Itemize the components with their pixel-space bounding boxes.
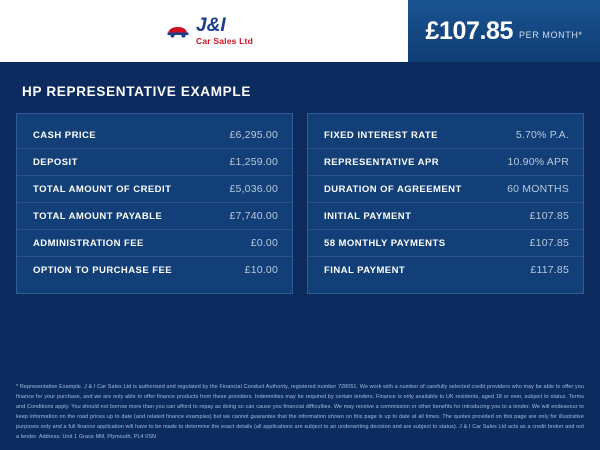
row-value: £0.00	[250, 237, 278, 249]
row-label: FINAL PAYMENT	[324, 264, 406, 276]
row-value: 5.70% P.A.	[515, 129, 569, 141]
table-row	[17, 122, 292, 148]
table-row	[308, 202, 583, 229]
row-value: £7,740.00	[229, 210, 278, 222]
company-logo	[165, 16, 253, 46]
table-row	[308, 122, 583, 148]
logo-brand: J&I	[196, 15, 226, 37]
page-title: HP REPRESENTATIVE EXAMPLE	[22, 84, 252, 99]
table-row	[17, 202, 292, 229]
price-period: PER MONTH*	[519, 29, 583, 40]
table-row	[308, 256, 583, 283]
row-value: £107.85	[529, 210, 569, 222]
table-row	[17, 256, 292, 283]
table-row	[17, 148, 292, 175]
logo-area	[0, 0, 408, 62]
row-label: 58 MONTHLY PAYMENTS	[324, 237, 446, 249]
row-value: £5,036.00	[229, 183, 278, 195]
legal-disclaimer: * Representative Example. J & I Car Sales Ltd is authorised and regulated by the Financial Conduct Authority, registered number 728051. We work with a number of carefully selected credit providers who may be able to offer you finance for your purchase, and we are only able to offer finance products from these providers. Indemnities may be required by certain lenders. Finance is only available to UK residents, aged 18 or over, subject to status. Terms and Conditions apply. You should not borrow more than you can afford to repay as doing so can cause you financial difficulties. We may receive a commission or other benefits for introducing you to a lender. We will endeavour to keep information on the road prices up to date (and related finance examples) but we cannot guarantee that the information shown on this page is up to date at all times. The quotes provided on this page are only for illustrative purposes only and a full finance application will have to be made to determine the exact details (all applications are subject to an underwriting decision and are subject to status). J & I Car Sales Ltd acts as a credit broker and not a lender. Address: Unit 1 Grace Mill, Plymouth, PL4 0SN	[16, 384, 584, 440]
table-row	[17, 175, 292, 202]
row-label: REPRESENTATIVE APR	[324, 156, 440, 168]
table-row	[308, 229, 583, 256]
row-value: 10.90% APR	[507, 156, 569, 168]
page-header	[0, 0, 600, 62]
finance-tables	[0, 99, 600, 294]
row-label: ADMINISTRATION FEE	[33, 237, 144, 249]
row-label: TOTAL AMOUNT OF CREDIT	[33, 183, 172, 195]
row-value: £107.85	[529, 237, 569, 249]
row-value: £1,259.00	[229, 156, 278, 168]
row-value: £117.85	[530, 264, 569, 276]
row-label: OPTION TO PURCHASE FEE	[33, 264, 173, 276]
table-row	[308, 148, 583, 175]
row-label: TOTAL AMOUNT PAYABLE	[33, 210, 163, 222]
row-value: £6,295.00	[229, 129, 278, 141]
left-details-panel	[16, 113, 293, 294]
monthly-price-badge	[408, 0, 600, 62]
row-label: FIXED INTEREST RATE	[324, 129, 438, 141]
logo-subtitle: Car Sales Ltd	[196, 36, 253, 47]
row-label: DURATION OF AGREEMENT	[324, 183, 462, 195]
price-amount: £107.85	[425, 16, 514, 45]
row-value: £10.00	[244, 264, 278, 276]
right-details-panel	[307, 113, 584, 294]
row-label: DEPOSIT	[33, 156, 78, 168]
row-label: CASH PRICE	[33, 129, 97, 141]
table-row	[17, 229, 292, 256]
table-row	[308, 175, 583, 202]
row-label: INITIAL PAYMENT	[324, 210, 412, 222]
car-icon	[165, 18, 191, 44]
row-value: 60 MONTHS	[507, 183, 569, 195]
